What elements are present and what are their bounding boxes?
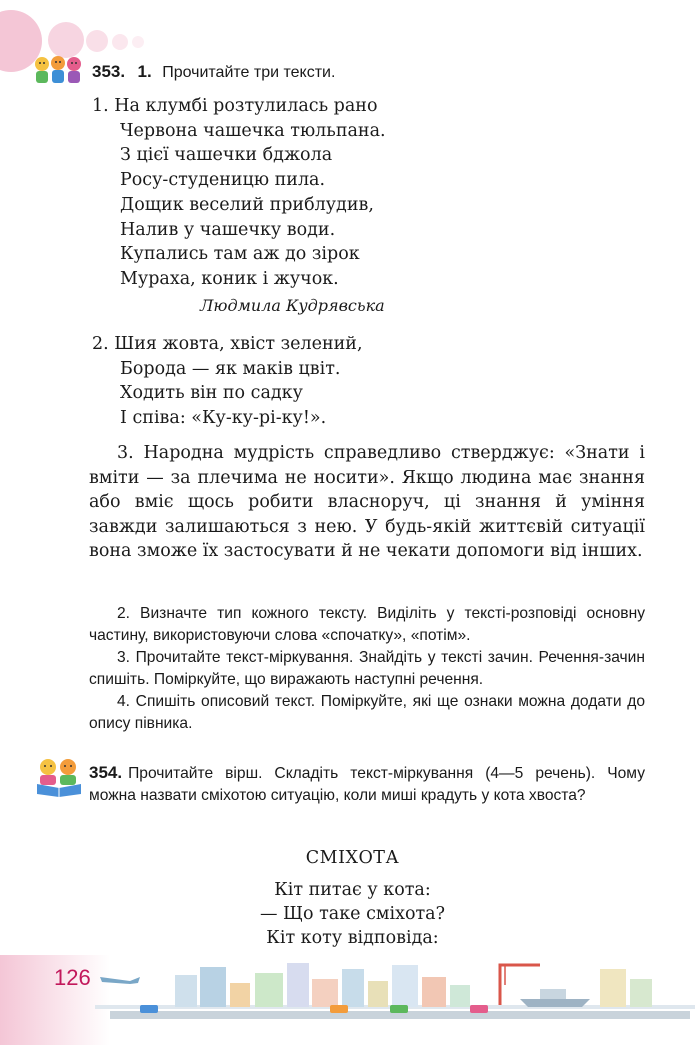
- poem-line: 1. На клумбі розтулилась рано: [92, 96, 378, 116]
- poem-line: Купались там аж до зірок: [120, 244, 360, 265]
- city-illustration: [0, 955, 700, 1045]
- task-354: [89, 762, 645, 807]
- poem-line: Ходить він по садку: [120, 383, 303, 404]
- subtask-4: 4. Спишіть описовий текст. Поміркуйте, які ще ознаки можна додати до опису півника.: [89, 693, 645, 732]
- poem-author: Людмила Кудрявська: [200, 296, 385, 315]
- task-instruction: Прочитайте вірш. Складіть текст-міркування (4—5 речень). Чому можна назвати сміхотою ситуацію, коли миші крадуть у кота хвоста?: [89, 765, 645, 804]
- prose-paragraph: 3. Народна мудрість справедливо стверджує: «Знати і вміти — за плечима не носити». Якщо людина має знання або вміє щось робити власноруч, ці знання й уміння завжди залишаються з нею. У будь-якій життєвій ситуації вона зможе їх застосувати й не чекати допомоги від інших.: [89, 443, 645, 561]
- poem-line: Борода — як маків цвіт.: [120, 358, 341, 379]
- poem-line: І співа: «Ку-ку-рі-ку!».: [120, 408, 327, 429]
- poem-line: Кіт питає у кота:: [274, 880, 431, 900]
- decorative-circle: [112, 34, 128, 50]
- task-number: 353.: [92, 62, 126, 81]
- poem-line: Росу-студеницю пила.: [120, 170, 326, 191]
- decorative-circle: [86, 30, 108, 52]
- poem-2: [92, 332, 363, 431]
- subtasks: [89, 603, 645, 735]
- task-353-header: [92, 62, 335, 82]
- poem-line: Мураха, коник і жучок.: [120, 268, 339, 289]
- poem-line: 2. Шия жовта, хвіст зелений,: [92, 334, 363, 354]
- poem-3: [200, 878, 505, 950]
- poem-line: Кіт коту відповіда:: [266, 928, 439, 948]
- decorative-circle: [48, 22, 84, 58]
- text-3: [89, 441, 645, 564]
- poem-title: СМІХОТА: [305, 848, 400, 868]
- subtask-2: 2. Визначте тип кожного тексту. Виділіть у тексті-розповіді основну частину, використовуючи слова «спочатку», «потім».: [89, 605, 645, 644]
- poem-line: — Що таке сміхота?: [259, 904, 445, 924]
- subtask-3: 3. Прочитайте текст-міркування. Знайдіть у тексті зачин. Речення-зачин спишіть. Поміркуйте, що виражають наступні речення.: [89, 649, 645, 688]
- children-group-icon: [32, 54, 84, 84]
- poem-line: Червона чашечка тюльпана.: [120, 120, 386, 141]
- poem-line: Налив у чашечку води.: [120, 219, 336, 240]
- page-number: 126: [54, 965, 91, 990]
- poem-line: Дощик веселий приблудив,: [120, 194, 374, 215]
- poem-line: З цієї чашечки бджола: [120, 145, 333, 166]
- children-reading-icon: [34, 756, 84, 798]
- decorative-circle: [132, 36, 144, 48]
- poem-1: [92, 94, 386, 292]
- subtask-number: 1.: [137, 62, 152, 81]
- task-number: 354.: [89, 763, 123, 782]
- task-instruction: Прочитайте три тексти.: [162, 64, 336, 81]
